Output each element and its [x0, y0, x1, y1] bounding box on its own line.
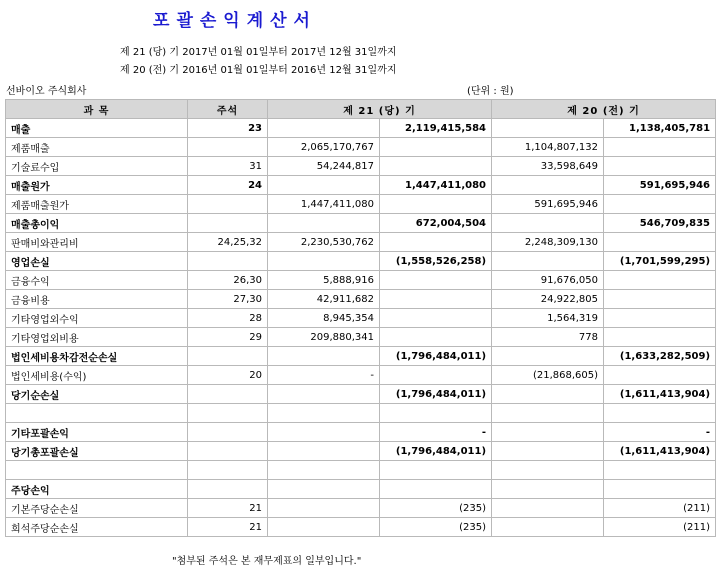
row-note: 21 — [188, 518, 268, 537]
table-row — [6, 385, 716, 404]
table-row — [6, 404, 716, 423]
prior-total — [604, 233, 716, 252]
current-detail — [268, 518, 380, 537]
current-detail: 209,880,341 — [268, 328, 380, 347]
current-total — [380, 290, 492, 309]
current-total — [380, 404, 492, 423]
table-row — [6, 138, 716, 157]
table-row — [6, 176, 716, 195]
row-label: 제품매출원가 — [6, 195, 188, 214]
table-row — [6, 233, 716, 252]
unit-label: (단위 : 원) — [467, 86, 514, 97]
company-name: 선바이오 주식회사 — [6, 86, 87, 97]
header-item: 과 목 — [6, 100, 188, 119]
row-note — [188, 347, 268, 366]
table-row — [6, 271, 716, 290]
row-label: 당기순손실 — [6, 385, 188, 404]
row-label — [6, 404, 188, 423]
prior-detail: 591,695,946 — [492, 195, 604, 214]
current-total — [380, 138, 492, 157]
current-detail: 2,065,170,767 — [268, 138, 380, 157]
row-label: 법인세비용차감전순손실 — [6, 347, 188, 366]
row-note — [188, 252, 268, 271]
row-note — [188, 404, 268, 423]
current-total — [380, 328, 492, 347]
row-label: 금융비용 — [6, 290, 188, 309]
income-statement-table — [5, 99, 716, 537]
current-total — [380, 309, 492, 328]
row-note: 28 — [188, 309, 268, 328]
table-row — [6, 119, 716, 138]
current-total — [380, 233, 492, 252]
row-note — [188, 480, 268, 499]
row-note — [188, 442, 268, 461]
current-total — [380, 366, 492, 385]
table-row — [6, 347, 716, 366]
row-note: 26,30 — [188, 271, 268, 290]
row-note: 24,25,32 — [188, 233, 268, 252]
prior-detail — [492, 119, 604, 138]
current-detail: 8,945,354 — [268, 309, 380, 328]
prior-total — [604, 309, 716, 328]
prior-total — [604, 290, 716, 309]
row-note: 21 — [188, 499, 268, 518]
row-note — [188, 461, 268, 480]
prior-total — [604, 195, 716, 214]
prior-total: (1,701,599,295) — [604, 252, 716, 271]
prior-detail — [492, 214, 604, 233]
prior-detail — [492, 518, 604, 537]
current-detail — [268, 176, 380, 195]
row-label: 제품매출 — [6, 138, 188, 157]
current-detail — [268, 252, 380, 271]
table-row — [6, 328, 716, 347]
prior-total — [604, 271, 716, 290]
current-detail: 2,230,530,762 — [268, 233, 380, 252]
prior-total — [604, 480, 716, 499]
row-label: 기타영업외비용 — [6, 328, 188, 347]
row-note — [188, 195, 268, 214]
row-label: 기타포괄손익 — [6, 423, 188, 442]
table-row — [6, 157, 716, 176]
row-label: 희석주당순손실 — [6, 518, 188, 537]
table-row — [6, 480, 716, 499]
table-row — [6, 499, 716, 518]
table-row — [6, 195, 716, 214]
row-note — [188, 423, 268, 442]
prior-total: (1,633,282,509) — [604, 347, 716, 366]
table-row — [6, 423, 716, 442]
prior-detail — [492, 442, 604, 461]
current-total: (1,558,526,258) — [380, 252, 492, 271]
prior-detail: 1,104,807,132 — [492, 138, 604, 157]
prior-total: (1,611,413,904) — [604, 385, 716, 404]
table-row — [6, 252, 716, 271]
current-detail — [268, 385, 380, 404]
prior-total: (211) — [604, 518, 716, 537]
row-note — [188, 214, 268, 233]
table-header-row — [6, 100, 716, 119]
table-row — [6, 518, 716, 537]
current-total: (1,796,484,011) — [380, 385, 492, 404]
current-detail — [268, 442, 380, 461]
row-label — [6, 461, 188, 480]
current-total: (1,796,484,011) — [380, 347, 492, 366]
prior-detail — [492, 423, 604, 442]
header-prior: 제 20 (전) 기 — [492, 100, 716, 119]
header-current: 제 21 (당) 기 — [268, 100, 492, 119]
row-label: 기술료수입 — [6, 157, 188, 176]
row-label: 금융수익 — [6, 271, 188, 290]
table-row — [6, 214, 716, 233]
prior-total: (211) — [604, 499, 716, 518]
prior-detail — [492, 404, 604, 423]
prior-total — [604, 138, 716, 157]
current-detail: 54,244,817 — [268, 157, 380, 176]
row-note: 27,30 — [188, 290, 268, 309]
current-detail — [268, 423, 380, 442]
current-detail — [268, 461, 380, 480]
table-row — [6, 461, 716, 480]
prior-detail — [492, 176, 604, 195]
row-note: 20 — [188, 366, 268, 385]
current-total: 672,004,504 — [380, 214, 492, 233]
row-label: 기타영업외수익 — [6, 309, 188, 328]
current-total: 2,119,415,584 — [380, 119, 492, 138]
row-label: 매출 — [6, 119, 188, 138]
current-detail: - — [268, 366, 380, 385]
prior-detail: 778 — [492, 328, 604, 347]
prior-total — [604, 461, 716, 480]
current-total: - — [380, 423, 492, 442]
current-detail: 42,911,682 — [268, 290, 380, 309]
prior-total — [604, 328, 716, 347]
prior-total: 546,709,835 — [604, 214, 716, 233]
prior-detail: 24,922,805 — [492, 290, 604, 309]
footnote: "첨부된 주석은 본 재무제표의 일부입니다." — [172, 556, 362, 567]
current-detail — [268, 404, 380, 423]
row-note: 29 — [188, 328, 268, 347]
row-label: 판매비와관리비 — [6, 233, 188, 252]
prior-detail — [492, 461, 604, 480]
current-detail: 5,888,916 — [268, 271, 380, 290]
current-detail — [268, 214, 380, 233]
current-period: 제 21 (당) 기 2017년 01월 01일부터 2017년 12월 31일까지 — [120, 47, 397, 58]
table-body — [6, 119, 716, 537]
current-total — [380, 195, 492, 214]
prior-detail: 33,598,649 — [492, 157, 604, 176]
prior-detail: 2,248,309,130 — [492, 233, 604, 252]
row-note: 31 — [188, 157, 268, 176]
row-label: 매출원가 — [6, 176, 188, 195]
current-total: (235) — [380, 499, 492, 518]
table-row — [6, 442, 716, 461]
current-detail — [268, 119, 380, 138]
statement-title: 포괄손익계산서 — [153, 11, 317, 31]
current-detail — [268, 499, 380, 518]
current-total: (235) — [380, 518, 492, 537]
row-label: 영업손실 — [6, 252, 188, 271]
row-note: 24 — [188, 176, 268, 195]
prior-detail — [492, 385, 604, 404]
prior-detail: (21,868,605) — [492, 366, 604, 385]
current-detail — [268, 480, 380, 499]
prior-total: 591,695,946 — [604, 176, 716, 195]
header-note: 주석 — [188, 100, 268, 119]
prior-total: 1,138,405,781 — [604, 119, 716, 138]
row-label: 법인세비용(수익) — [6, 366, 188, 385]
prior-detail: 1,564,319 — [492, 309, 604, 328]
prior-period: 제 20 (전) 기 2016년 01월 01일부터 2016년 12월 31일까지 — [120, 65, 397, 76]
prior-detail — [492, 499, 604, 518]
prior-total — [604, 366, 716, 385]
prior-total — [604, 157, 716, 176]
prior-detail — [492, 252, 604, 271]
current-total — [380, 271, 492, 290]
row-label: 기본주당순손실 — [6, 499, 188, 518]
row-note — [188, 138, 268, 157]
table-row — [6, 366, 716, 385]
row-label: 주당손익 — [6, 480, 188, 499]
table-row — [6, 290, 716, 309]
prior-detail: 91,676,050 — [492, 271, 604, 290]
table-row — [6, 309, 716, 328]
row-note — [188, 385, 268, 404]
current-total — [380, 480, 492, 499]
row-note: 23 — [188, 119, 268, 138]
current-detail: 1,447,411,080 — [268, 195, 380, 214]
prior-total — [604, 404, 716, 423]
current-detail — [268, 347, 380, 366]
prior-detail — [492, 480, 604, 499]
row-label: 매출총이익 — [6, 214, 188, 233]
current-total: 1,447,411,080 — [380, 176, 492, 195]
current-total — [380, 157, 492, 176]
prior-detail — [492, 347, 604, 366]
current-total: (1,796,484,011) — [380, 442, 492, 461]
row-label: 당기총포괄손실 — [6, 442, 188, 461]
prior-total: (1,611,413,904) — [604, 442, 716, 461]
prior-total: - — [604, 423, 716, 442]
current-total — [380, 461, 492, 480]
